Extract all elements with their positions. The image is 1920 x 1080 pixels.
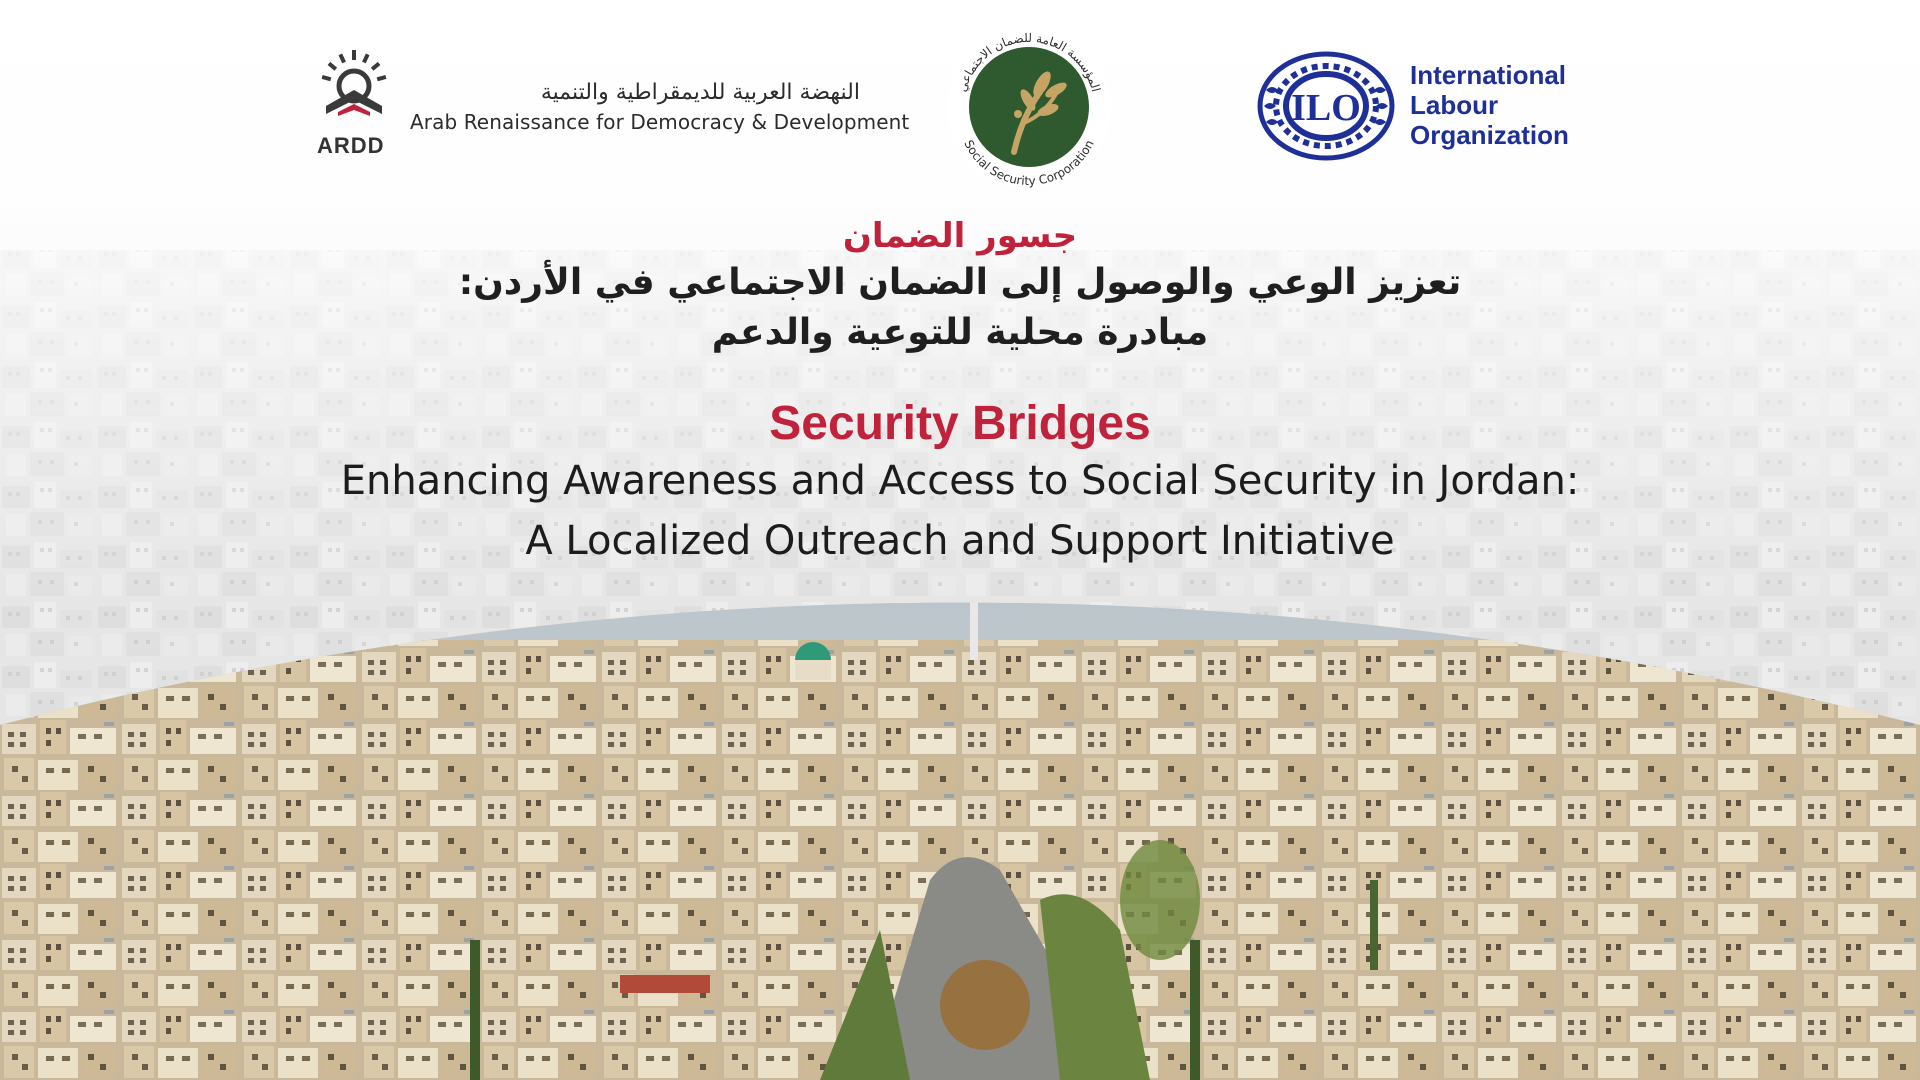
- svg-text:المؤسسة العامة للضمان الاجتماع: المؤسسة العامة للضمان الاجتماعي: [954, 30, 1104, 94]
- ardd-abbreviation: ARDD: [317, 133, 385, 158]
- english-subtitle-line2: A Localized Outreach and Support Initiative: [525, 518, 1395, 564]
- ardd-english-name: Arab Renaissance for Democracy & Development: [410, 110, 910, 134]
- ardd-arabic-name: النهضة العربية للديمقراطية والتنمية: [540, 80, 860, 105]
- arabic-project-name: جسور الضمان: [842, 216, 1078, 256]
- english-subtitle-line1: Enhancing Awareness and Access to Social Security in Jordan:: [340, 458, 1580, 504]
- ilo-emblem-icon: [1256, 50, 1396, 162]
- english-project-name: Security Bridges: [769, 397, 1151, 450]
- ilo-name-line2: Labour: [1410, 90, 1499, 120]
- svg-text:ILO: ILO: [1291, 87, 1361, 129]
- arabic-subtitle-line2: مبادرة محلية للتوعية والدعم: [711, 312, 1209, 353]
- arabic-subtitle-line1: تعزيز الوعي والوصول إلى الضمان الاجتماعي في الأردن:: [458, 262, 1462, 303]
- ilo-name: [1410, 60, 1569, 150]
- ardd-emblem-icon: [318, 48, 390, 136]
- ilo-name-line1: International: [1410, 60, 1567, 90]
- ssc-seal-text: [944, 22, 1114, 192]
- ilo-name-line3: Organization: [1410, 120, 1569, 150]
- svg-text:Social Security Corporation: Social Security Corporation: [961, 137, 1097, 189]
- logo-bar: [0, 0, 1920, 200]
